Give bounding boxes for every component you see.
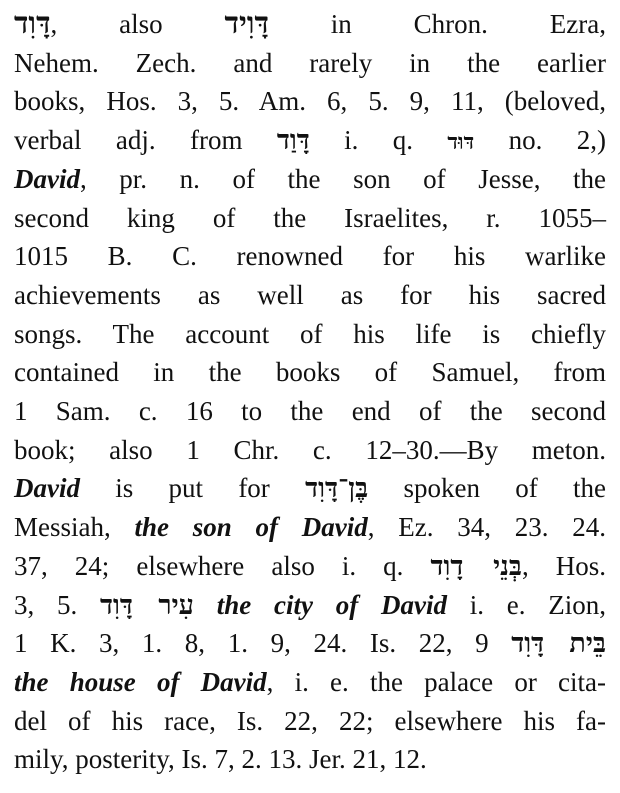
entry-text: achievements as well as for his sacred <box>14 279 606 310</box>
italic-term: David <box>14 163 80 194</box>
entry-line <box>14 393 606 429</box>
entry-text: 1 Sam. c. 16 to the end of the second <box>14 396 606 426</box>
hebrew-word: בְּנֵי דָוִד <box>430 550 522 582</box>
entry-text: , i. e. the palace or cita- <box>266 666 606 697</box>
entry-line <box>14 354 606 390</box>
entry-line <box>14 238 606 274</box>
entry-text <box>194 590 217 620</box>
entry-text: 37, 24; elsewhere also i. q. <box>14 550 431 581</box>
entry-text: , Ez. 34, 23. 24. <box>367 512 606 543</box>
entry-text: , also <box>50 9 225 39</box>
entry-line <box>14 161 606 197</box>
entry-line <box>14 703 606 739</box>
entry-text: no. 2,) <box>474 125 606 156</box>
entry-line <box>14 200 606 236</box>
italic-term: the house of David <box>14 666 267 697</box>
entry-text: 3, 5. <box>14 589 101 620</box>
entry-text: Messiah, <box>14 512 135 543</box>
entry-text: del of his race, Is. 22, 22; elsewhere his fa- <box>14 705 606 736</box>
entry-text: songs. The account of his life is chiefly <box>14 318 606 349</box>
hebrew-word: בֵּית דָּוִד <box>511 628 606 660</box>
italic-term: the city of David <box>216 589 447 620</box>
hebrew-word: דָּוַד <box>276 125 310 157</box>
hebrew-word: דּוּד <box>447 129 475 156</box>
entry-line <box>14 548 606 584</box>
entry-text: spoken of the <box>368 473 606 504</box>
entry-text: second king of the Israelites, r. 1055– <box>14 202 606 233</box>
entry-line <box>14 83 606 119</box>
entry-text: , Hos. <box>521 550 606 581</box>
entry-text: books, Hos. 3, 5. Am. 6, 5. 9, 11, (beloved, <box>14 86 606 117</box>
entry-line <box>14 277 606 313</box>
entry-line <box>14 470 606 506</box>
hebrew-word: עִיר דָּוִד <box>100 589 194 621</box>
entry-line <box>14 587 606 623</box>
entry-text: 1 K. 3, 1. 8, 1. 9, 24. Is. 22, 9 <box>14 628 512 659</box>
entry-text: book; also 1 Chr. c. 12–30.—By meton. <box>14 434 606 465</box>
hebrew-word: דָּוִד <box>14 6 51 41</box>
entry-text: verbal adj. from <box>14 125 277 156</box>
hebrew-word: בֶּן־דָּוִד <box>305 473 369 505</box>
entry-line <box>14 664 606 700</box>
entry-line <box>14 625 606 661</box>
italic-term: the son of David <box>134 512 368 543</box>
entry-line <box>14 432 606 468</box>
entry-line <box>14 122 606 158</box>
entry-text: Nehem. Zech. and rarely in the earlier <box>14 47 606 78</box>
hebrew-word: דָּוִיד <box>224 6 269 41</box>
entry-text: i. q. <box>309 125 448 156</box>
entry-text: contained in the books of Samuel, from <box>14 357 606 388</box>
entry-line <box>14 316 606 352</box>
entry-text: 1015 B. C. renowned for his warlike <box>14 241 606 272</box>
italic-term: David <box>14 473 80 504</box>
entry-text: is put for <box>79 473 306 504</box>
entry-line <box>14 45 606 81</box>
entry-text: in Chron. Ezra, <box>268 9 606 39</box>
entry-text: , pr. n. of the son of Jesse, the <box>79 163 606 194</box>
entry-line <box>14 509 606 545</box>
entry-text: i. e. Zion, <box>446 589 606 620</box>
entry-line <box>14 6 606 42</box>
entry-line <box>14 741 606 777</box>
entry-text: mily, posterity, Is. 7, 2. 13. Jer. 21, 12. <box>14 744 427 775</box>
